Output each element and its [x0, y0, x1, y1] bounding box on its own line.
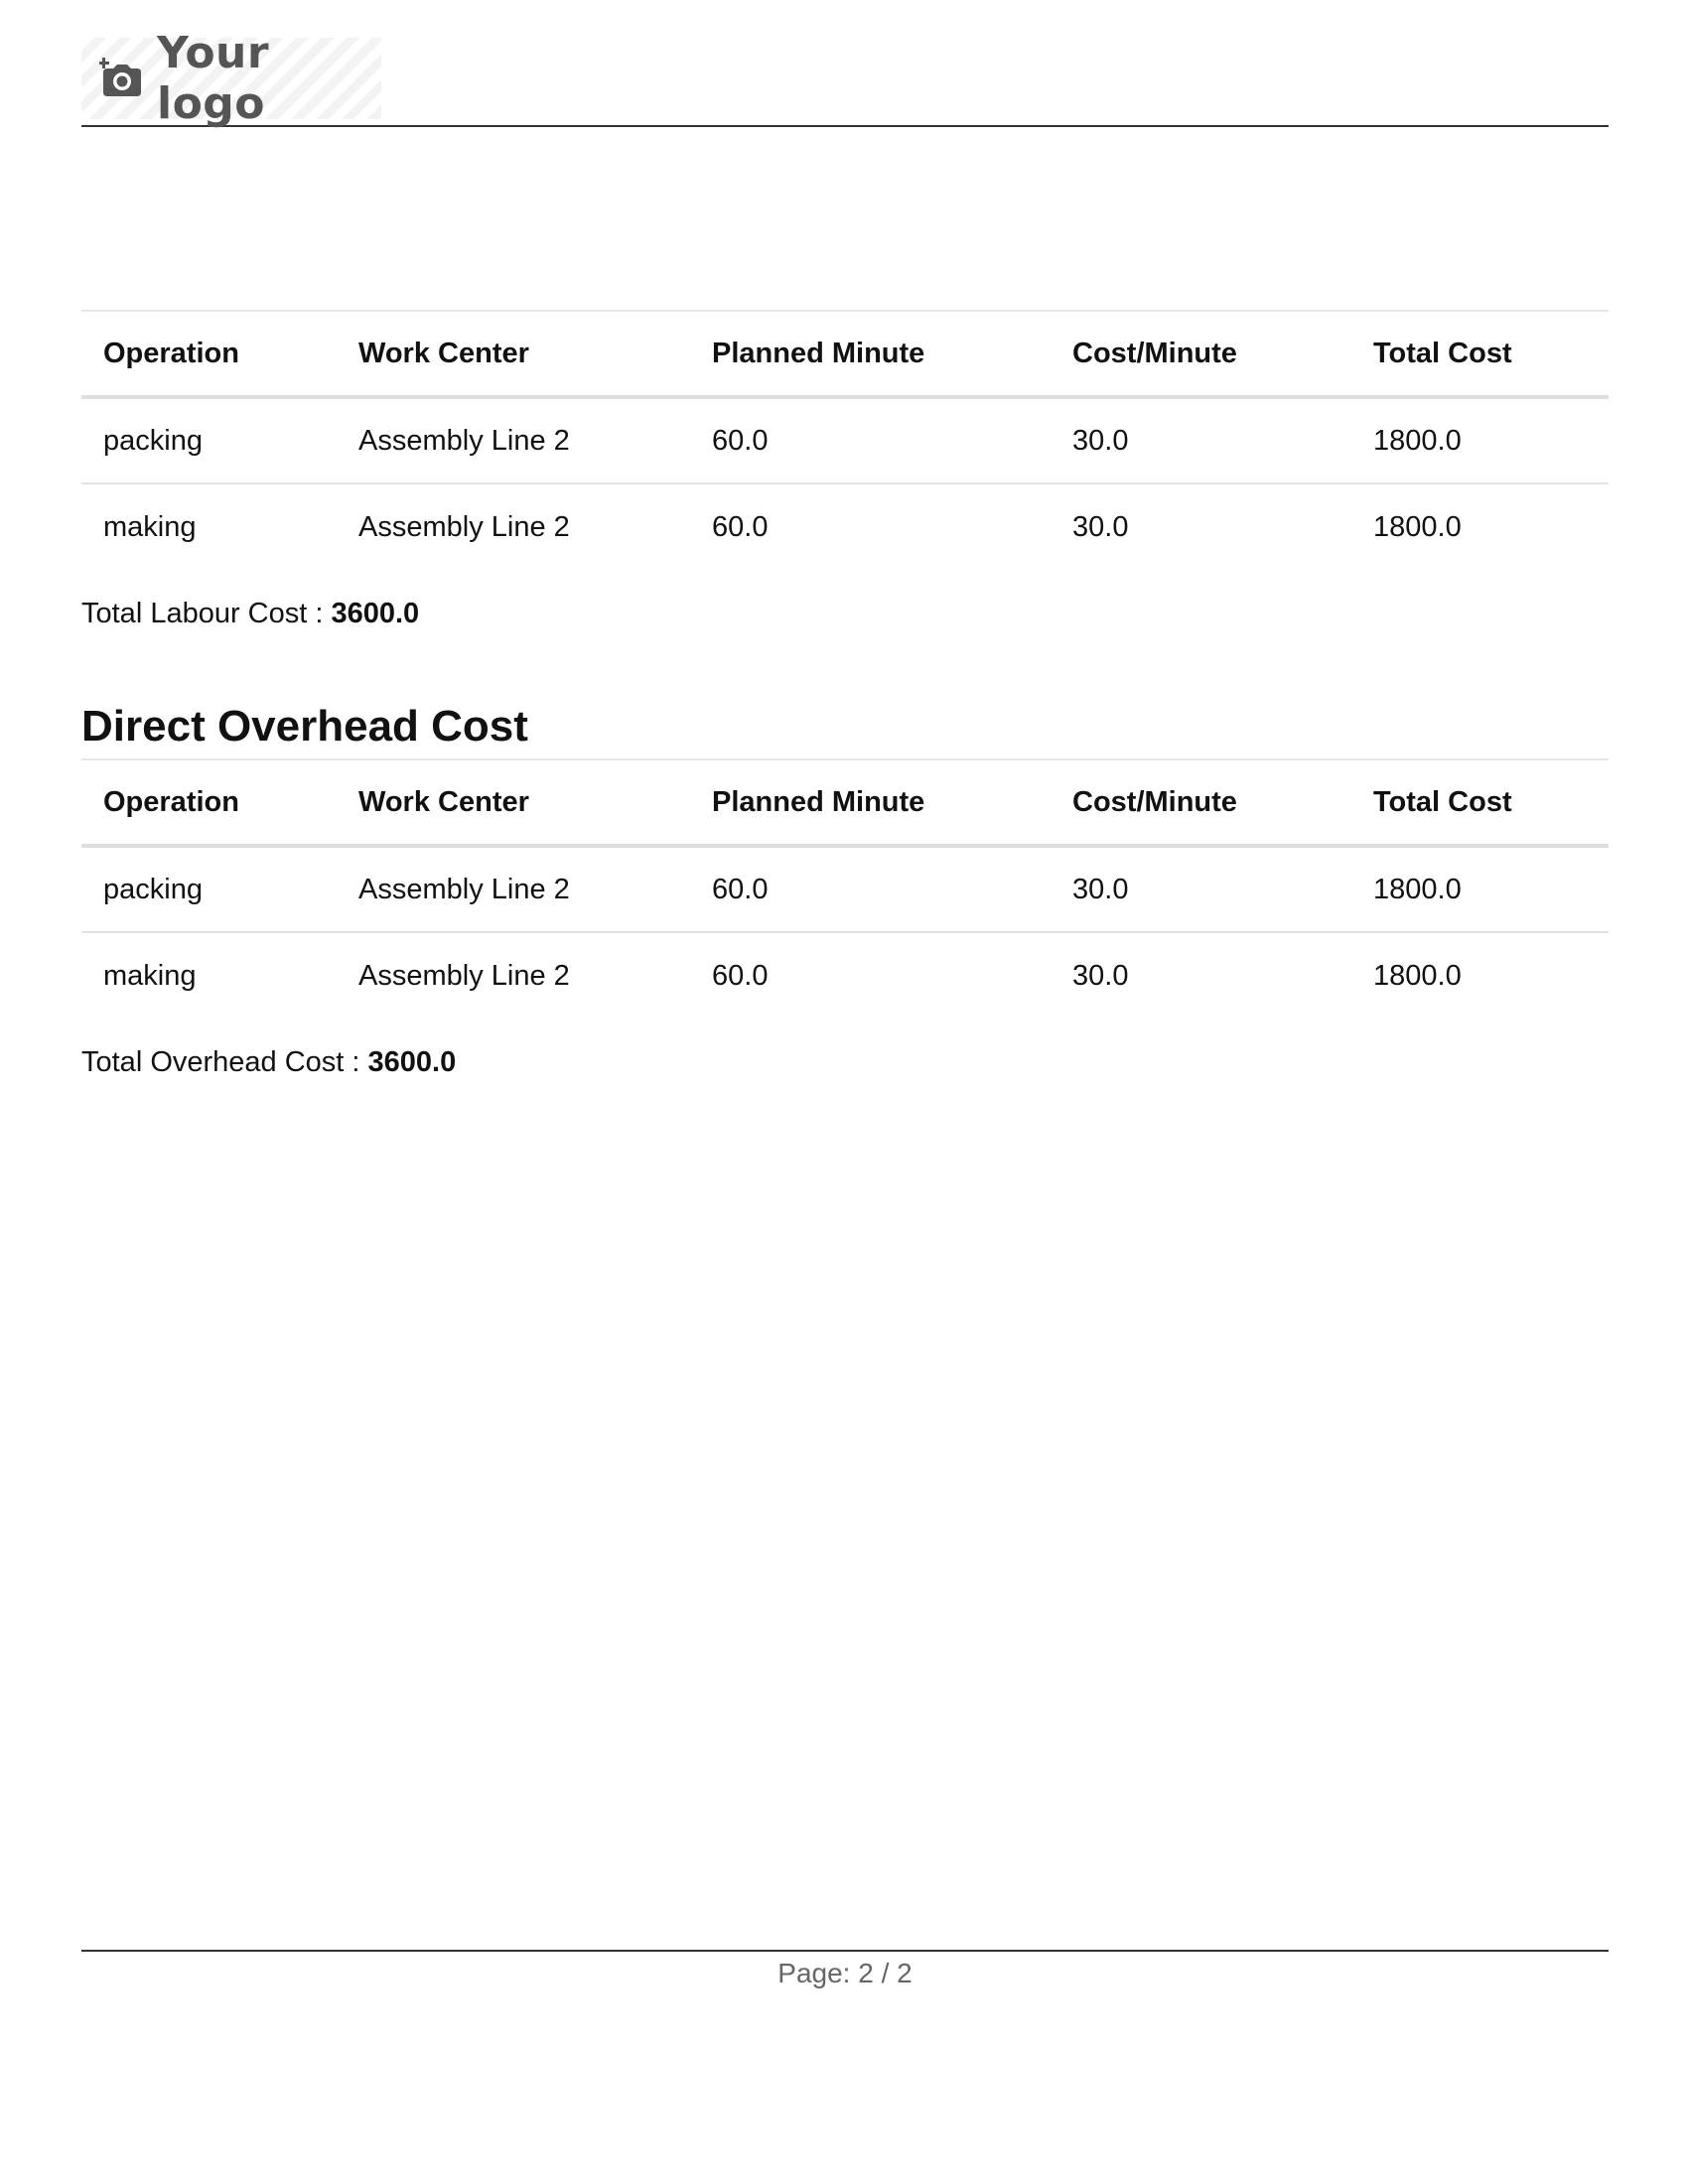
cell-cost-per-minute: 30.0	[1072, 510, 1129, 543]
footer-divider	[81, 1950, 1609, 1952]
labour-total-label: Total Labour Cost :	[81, 598, 332, 629]
cell-work-center: Assembly Line 2	[358, 959, 570, 992]
column-header-cost-per-minute: Cost/Minute	[1072, 337, 1237, 369]
camera-plus-icon	[99, 57, 143, 100]
column-header-work-center: Work Center	[358, 337, 529, 369]
labour-total-value: 3600.0	[331, 598, 420, 629]
cell-total-cost: 1800.0	[1373, 510, 1462, 543]
cell-operation: making	[103, 510, 197, 543]
page-header	[81, 0, 1609, 127]
column-header-planned-minute: Planned Minute	[712, 785, 925, 818]
column-header-operation: Operation	[103, 785, 239, 818]
cell-total-cost: 1800.0	[1373, 424, 1462, 457]
cell-operation: making	[103, 959, 197, 992]
overhead-total	[81, 1046, 456, 1079]
cell-total-cost: 1800.0	[1373, 959, 1462, 992]
cell-cost-per-minute: 30.0	[1072, 424, 1129, 457]
cell-planned-minute: 60.0	[712, 873, 769, 905]
cell-work-center: Assembly Line 2	[358, 510, 570, 543]
column-header-total-cost: Total Cost	[1373, 337, 1512, 369]
cell-planned-minute: 60.0	[712, 510, 769, 543]
column-header-cost-per-minute: Cost/Minute	[1072, 785, 1237, 818]
cell-work-center: Assembly Line 2	[358, 873, 570, 905]
page-number: Page: 2 / 2	[777, 1958, 913, 1988]
cell-planned-minute: 60.0	[712, 424, 769, 457]
logo-text: Your logo	[157, 28, 270, 129]
section-title-direct-overhead: Direct Overhead Cost	[81, 702, 528, 751]
cell-operation: packing	[103, 424, 203, 457]
labour-total	[81, 598, 419, 630]
column-header-work-center: Work Center	[358, 785, 529, 818]
column-header-total-cost: Total Cost	[1373, 785, 1512, 818]
company-logo	[81, 28, 381, 129]
cell-total-cost: 1800.0	[1373, 873, 1462, 905]
cell-cost-per-minute: 30.0	[1072, 959, 1129, 992]
cell-planned-minute: 60.0	[712, 959, 769, 992]
cell-cost-per-minute: 30.0	[1072, 873, 1129, 905]
column-header-operation: Operation	[103, 337, 239, 369]
table-row	[81, 397, 1609, 483]
cell-operation: packing	[103, 873, 203, 905]
table-row	[81, 483, 1609, 570]
table-header-row	[81, 311, 1609, 397]
overhead-cost-table	[81, 758, 1609, 1019]
table-row	[81, 932, 1609, 1019]
overhead-total-label: Total Overhead Cost :	[81, 1046, 368, 1078]
table-header-row	[81, 759, 1609, 846]
table-row	[81, 846, 1609, 932]
labour-cost-table	[81, 310, 1609, 570]
column-header-planned-minute: Planned Minute	[712, 337, 925, 369]
cell-work-center: Assembly Line 2	[358, 424, 570, 457]
overhead-total-value: 3600.0	[367, 1046, 457, 1078]
